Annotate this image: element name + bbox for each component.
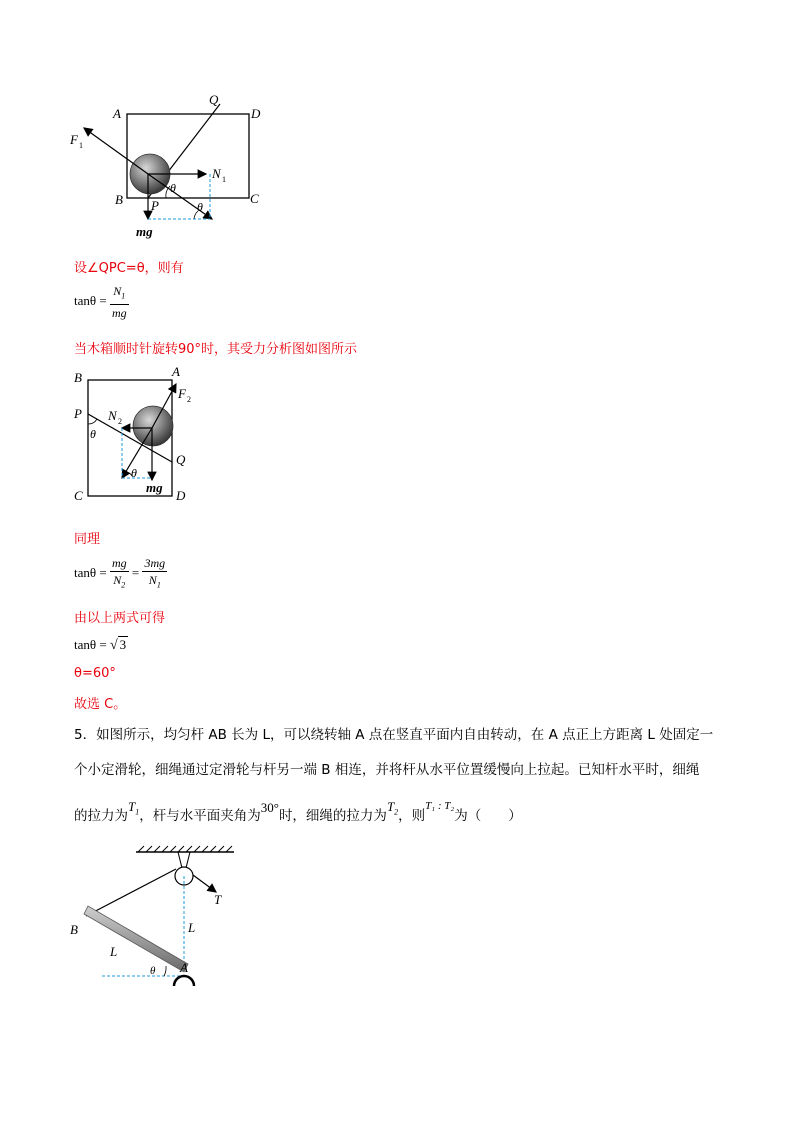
label-f-sub: 1	[79, 141, 83, 150]
label3-t: T	[214, 892, 222, 907]
label2-p: P	[74, 406, 82, 421]
text-answer-c: 故选 C。	[74, 697, 127, 712]
t2-symbol: $T_2$	[386, 799, 399, 817]
label-f: F	[70, 132, 78, 147]
label-p: P	[151, 198, 159, 213]
label2-d: D	[176, 488, 186, 503]
text-theta-result: θ=60°	[74, 666, 116, 681]
label3-l-vertical: L	[188, 920, 196, 935]
figure-box-forces-1	[66, 92, 276, 242]
question-5-line-3: 的拉力为$T_1$，杆与水平面夹角为30°时，细绳的拉力为$T_2$，则$^{T_1 : T_2}$为（ ）	[74, 799, 522, 824]
text-set-angle: 设∠QPC=θ，则有	[74, 261, 184, 276]
label-n-sub: 1	[222, 175, 226, 184]
label-mg: mg	[136, 224, 153, 239]
label2-mg: mg	[146, 480, 163, 495]
label2-n: N	[108, 408, 117, 423]
text-similarly: 同理	[74, 532, 101, 547]
label-q: Q	[209, 92, 219, 107]
arrow-f1	[84, 128, 148, 174]
arrow-t	[193, 875, 216, 892]
label-theta-1: θ	[170, 181, 176, 195]
label2-q: Q	[176, 452, 186, 467]
ratio-symbol: T₁ : T₂	[425, 800, 455, 812]
label2-theta-1: θ	[90, 427, 96, 441]
label-a: A	[113, 106, 121, 121]
label2-theta-2: θ	[131, 466, 137, 480]
label-n: N	[212, 166, 221, 181]
angle-30: 30°	[260, 800, 279, 815]
label-d: D	[251, 106, 261, 121]
rod-ab	[84, 906, 188, 972]
equation-2: tanθ = $\frac{mg}{N_2}$ = $\frac{3mg}{N_1}$	[74, 556, 166, 590]
label2-c: C	[74, 488, 83, 503]
label2-b: B	[74, 370, 82, 385]
label3-l-rod: L	[110, 944, 118, 959]
rope	[86, 869, 176, 916]
label3-theta: θ	[150, 965, 156, 977]
label2-f: F	[178, 386, 186, 401]
label-theta-2: θ	[197, 200, 203, 214]
label3-a: A	[180, 960, 188, 975]
label2-f-sub: 2	[187, 395, 191, 404]
eq1-fraction: $\frac{N_1}{mg}$	[111, 284, 127, 321]
question-5-line-1: 5．如图所示，均匀杆 AB 长为 L，可以绕转轴 A 点在竖直平面内自由转动，在 A 点正上方距离 L 处固定一	[74, 727, 714, 743]
label2-n-sub: 2	[118, 417, 122, 426]
label3-b: B	[70, 922, 78, 937]
question-5-line-2: 个小定滑轮，细绳通过定滑轮与杆另一端 B 相连，并将杆从水平位置缓慢向上拉起。已知杆水平时，细绳	[74, 762, 700, 778]
label-c: C	[250, 191, 259, 206]
label-b: B	[115, 192, 123, 207]
equation-3: tanθ = √ 3	[74, 637, 127, 653]
figure-rod-pulley	[66, 842, 246, 992]
label2-a: A	[172, 364, 180, 379]
t1-symbol: $T_1$	[128, 799, 140, 817]
pivot	[174, 976, 194, 986]
text-from-two-equations: 由以上两式可得	[74, 611, 166, 626]
equation-1	[74, 283, 129, 321]
text-rotate-box: 当木箱顺时针旋转90°时，其受力分析图如图所示	[74, 342, 358, 357]
eq1-lhs: tanθ =	[74, 293, 107, 309]
figure-box-forces-2	[66, 362, 206, 508]
